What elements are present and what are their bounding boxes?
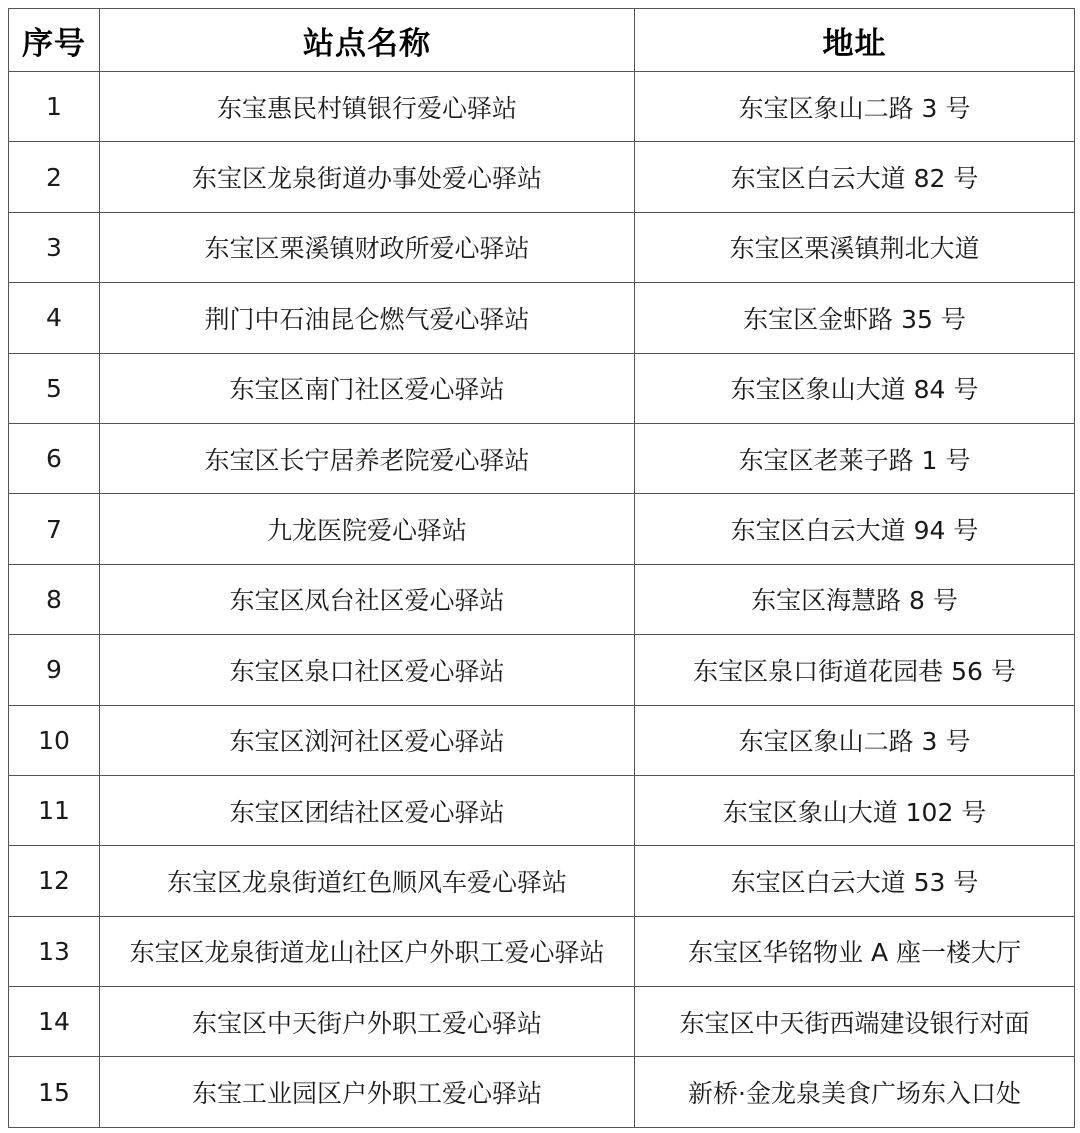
row-station-name: 东宝区长宁居养老院爱心驿站	[100, 423, 635, 493]
row-station-name: 东宝区龙泉街道龙山社区户外职工爱心驿站	[100, 916, 635, 986]
row-address: 东宝区华铭物业 A 座一楼大厅	[635, 916, 1075, 986]
row-station-name: 东宝区凤台社区爱心驿站	[100, 564, 635, 634]
stations-table	[8, 8, 1075, 1128]
row-station-name: 东宝区南门社区爱心驿站	[100, 353, 635, 423]
row-index: 14	[9, 987, 100, 1057]
row-station-name: 九龙医院爱心驿站	[100, 494, 635, 564]
row-address: 东宝区象山大道 102 号	[635, 775, 1075, 845]
row-index: 5	[9, 353, 100, 423]
table-row	[9, 142, 1075, 212]
table-row	[9, 283, 1075, 353]
table-row	[9, 212, 1075, 282]
row-station-name: 东宝惠民村镇银行爱心驿站	[100, 72, 635, 142]
row-station-name: 东宝区泉口社区爱心驿站	[100, 635, 635, 705]
table-row	[9, 353, 1075, 423]
row-address: 东宝区金虾路 35 号	[635, 283, 1075, 353]
table-row	[9, 775, 1075, 845]
row-station-name: 荆门中石油昆仑燃气爱心驿站	[100, 283, 635, 353]
row-station-name: 东宝区龙泉街道办事处爱心驿站	[100, 142, 635, 212]
row-index: 10	[9, 705, 100, 775]
row-address: 东宝区泉口街道花园巷 56 号	[635, 635, 1075, 705]
row-station-name: 东宝区龙泉街道红色顺风车爱心驿站	[100, 846, 635, 916]
table-row	[9, 916, 1075, 986]
table-row	[9, 635, 1075, 705]
table-row	[9, 423, 1075, 493]
row-index: 15	[9, 1057, 100, 1127]
row-index: 9	[9, 635, 100, 705]
row-address: 东宝区象山二路 3 号	[635, 72, 1075, 142]
row-address: 东宝区海慧路 8 号	[635, 564, 1075, 634]
row-address: 东宝区栗溪镇荆北大道	[635, 212, 1075, 282]
row-index: 1	[9, 72, 100, 142]
header-station-name: 站点名称	[100, 9, 635, 72]
row-address: 东宝区老莱子路 1 号	[635, 423, 1075, 493]
table-row	[9, 705, 1075, 775]
table-row	[9, 564, 1075, 634]
header-row	[9, 9, 1075, 72]
row-station-name: 东宝区中天街户外职工爱心驿站	[100, 987, 635, 1057]
header-address: 地址	[635, 9, 1075, 72]
header-index: 序号	[9, 9, 100, 72]
row-station-name: 东宝工业园区户外职工爱心驿站	[100, 1057, 635, 1127]
stations-table-container	[8, 8, 1074, 1128]
row-index: 7	[9, 494, 100, 564]
table-row	[9, 1057, 1075, 1127]
table-header	[9, 9, 1075, 72]
row-index: 3	[9, 212, 100, 282]
row-address: 东宝区象山大道 84 号	[635, 353, 1075, 423]
table-row	[9, 846, 1075, 916]
row-index: 2	[9, 142, 100, 212]
row-station-name: 东宝区团结社区爱心驿站	[100, 775, 635, 845]
row-index: 13	[9, 916, 100, 986]
row-address: 东宝区象山二路 3 号	[635, 705, 1075, 775]
table-body	[9, 72, 1075, 1128]
row-address: 新桥·金龙泉美食广场东入口处	[635, 1057, 1075, 1127]
table-row	[9, 72, 1075, 142]
row-address: 东宝区白云大道 82 号	[635, 142, 1075, 212]
row-address: 东宝区中天街西端建设银行对面	[635, 987, 1075, 1057]
row-address: 东宝区白云大道 53 号	[635, 846, 1075, 916]
row-index: 12	[9, 846, 100, 916]
row-station-name: 东宝区栗溪镇财政所爱心驿站	[100, 212, 635, 282]
table-row	[9, 494, 1075, 564]
row-index: 11	[9, 775, 100, 845]
row-index: 4	[9, 283, 100, 353]
table-row	[9, 987, 1075, 1057]
row-address: 东宝区白云大道 94 号	[635, 494, 1075, 564]
row-station-name: 东宝区浏河社区爱心驿站	[100, 705, 635, 775]
row-index: 6	[9, 423, 100, 493]
row-index: 8	[9, 564, 100, 634]
